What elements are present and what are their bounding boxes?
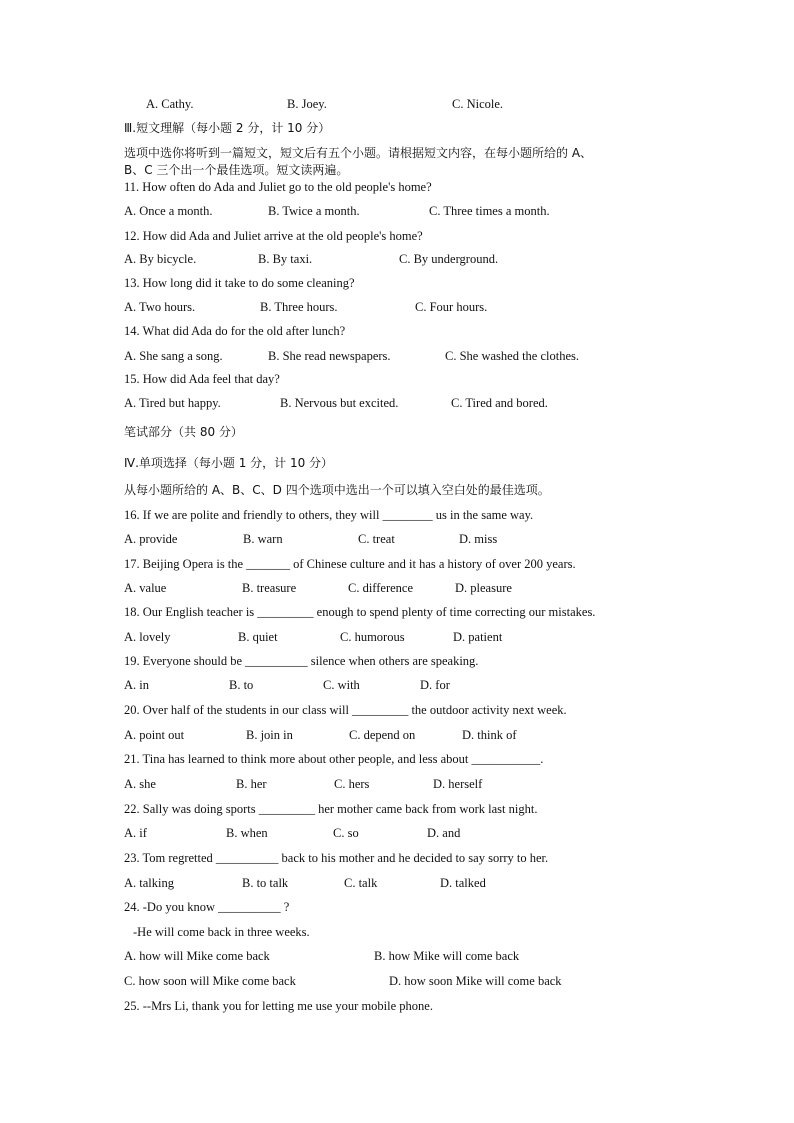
q18-option-d: D. patient (453, 630, 503, 644)
q18-stem: 18. Our English teacher is _________ enough to spend plenty of time correcting our mistakes. (124, 605, 596, 619)
q22-option-a: A. if (124, 826, 147, 840)
section4-heading: Ⅳ.单项选择（每小题 1 分，计 10 分） (124, 456, 334, 470)
section3-instruction-line1: 选项中选你将听到一篇短文，短文后有五个小题。请根据短文内容，在每小题所给的 A、 (124, 146, 593, 160)
q12-option-a: A. By bicycle. (124, 252, 197, 266)
q20-option-c: C. depend on (349, 728, 416, 742)
q20-option-d: D. think of (462, 728, 517, 742)
q22-option-b: B. when (226, 826, 268, 840)
q13-option-a: A. Two hours. (124, 300, 196, 314)
q16-option-d: D. miss (459, 532, 498, 546)
q23-option-b: B. to talk (242, 876, 289, 890)
q23-option-a: A. talking (124, 876, 174, 890)
section4-instruction: 从每小题所给的 A、B、C、D 四个选项中选出一个可以填入空白处的最佳选项。 (124, 483, 550, 497)
q11-option-c: C. Three times a month. (429, 204, 550, 218)
q15-option-b: B. Nervous but excited. (280, 396, 399, 410)
q16-option-b: B. warn (243, 532, 283, 546)
q25-stem: 25. --Mrs Li, thank you for letting me use your mobile phone. (124, 999, 433, 1013)
q21-option-c: C. hers (334, 777, 370, 791)
q23-stem: 23. Tom regretted __________ back to his mother and he decided to say sorry to her. (124, 851, 549, 865)
q23-option-d: D. talked (440, 876, 486, 890)
q15-stem: 15. How did Ada feel that day? (124, 372, 280, 386)
q21-stem: 21. Tina has learned to think more about other people, and less about ___________. (124, 752, 544, 766)
q22-option-d: D. and (427, 826, 461, 840)
section3-heading: Ⅲ.短文理解（每小题 2 分，计 10 分） (124, 121, 331, 135)
q16-option-a: A. provide (124, 532, 178, 546)
q11-stem: 11. How often do Ada and Juliet go to the old people's home? (124, 180, 432, 194)
q18-option-c: C. humorous (340, 630, 405, 644)
q14-stem: 14. What did Ada do for the old after lunch? (124, 324, 346, 338)
q18-option-b: B. quiet (238, 630, 278, 644)
q22-option-c: C. so (333, 826, 359, 840)
q20-stem: 20. Over half of the students in our class will _________ the outdoor activity next week. (124, 703, 567, 717)
q24-option-b: B. how Mike will come back (374, 949, 520, 963)
q15-option-a: A. Tired but happy. (124, 396, 221, 410)
q14-option-c: C. She washed the clothes. (445, 349, 580, 363)
q16-option-c: C. treat (358, 532, 395, 546)
q24-stem: 24. -Do you know __________ ? (124, 900, 290, 914)
q22-stem: 22. Sally was doing sports _________ her mother came back from work last night. (124, 802, 538, 816)
q17-option-b: B. treasure (242, 581, 297, 595)
q13-option-b: B. Three hours. (260, 300, 338, 314)
q17-option-a: A. value (124, 581, 167, 595)
q16-stem: 16. If we are polite and friendly to others, they will ________ us in the same way. (124, 508, 534, 522)
q19-option-b: B. to (229, 678, 254, 692)
q21-option-b: B. her (236, 777, 267, 791)
q12-option-c: C. By underground. (399, 252, 499, 266)
q18-option-a: A. lovely (124, 630, 171, 644)
section3-instruction-line2: B、C 三个出一个最佳选项。短文读两遍。 (124, 163, 349, 177)
q10-option-b: B. Joey. (287, 97, 327, 111)
q14-option-a: A. She sang a song. (124, 349, 223, 363)
q12-stem: 12. How did Ada and Juliet arrive at the old people's home? (124, 229, 423, 243)
written-part-heading: 笔试部分（共 80 分） (124, 425, 243, 439)
q20-option-a: A. point out (124, 728, 185, 742)
q21-option-d: D. herself (433, 777, 483, 791)
q11-option-a: A. Once a month. (124, 204, 213, 218)
q21-option-a: A. she (124, 777, 156, 791)
q11-option-b: B. Twice a month. (268, 204, 360, 218)
q20-option-b: B. join in (246, 728, 293, 742)
q13-option-c: C. Four hours. (415, 300, 488, 314)
q23-option-c: C. talk (344, 876, 378, 890)
q10-option-c: C. Nicole. (452, 97, 504, 111)
q17-option-d: D. pleasure (455, 581, 512, 595)
q15-option-c: C. Tired and bored. (451, 396, 548, 410)
q10-option-a: A. Cathy. (146, 97, 194, 111)
q19-option-d: D. for (420, 678, 450, 692)
q24-reply: -He will come back in three weeks. (133, 925, 310, 939)
q13-stem: 13. How long did it take to do some cleaning? (124, 276, 355, 290)
q17-stem: 17. Beijing Opera is the _______ of Chinese culture and it has a history of over 200 years. (124, 557, 576, 571)
q24-option-a: A. how will Mike come back (124, 949, 270, 963)
q14-option-b: B. She read newspapers. (268, 349, 391, 363)
q19-option-c: C. with (323, 678, 360, 692)
q24-option-d: D. how soon Mike will come back (389, 974, 562, 988)
q12-option-b: B. By taxi. (258, 252, 313, 266)
q19-option-a: A. in (124, 678, 149, 692)
q17-option-c: C. difference (348, 581, 414, 595)
q24-option-c: C. how soon will Mike come back (124, 974, 296, 988)
q19-stem: 19. Everyone should be __________ silence when others are speaking. (124, 654, 479, 668)
